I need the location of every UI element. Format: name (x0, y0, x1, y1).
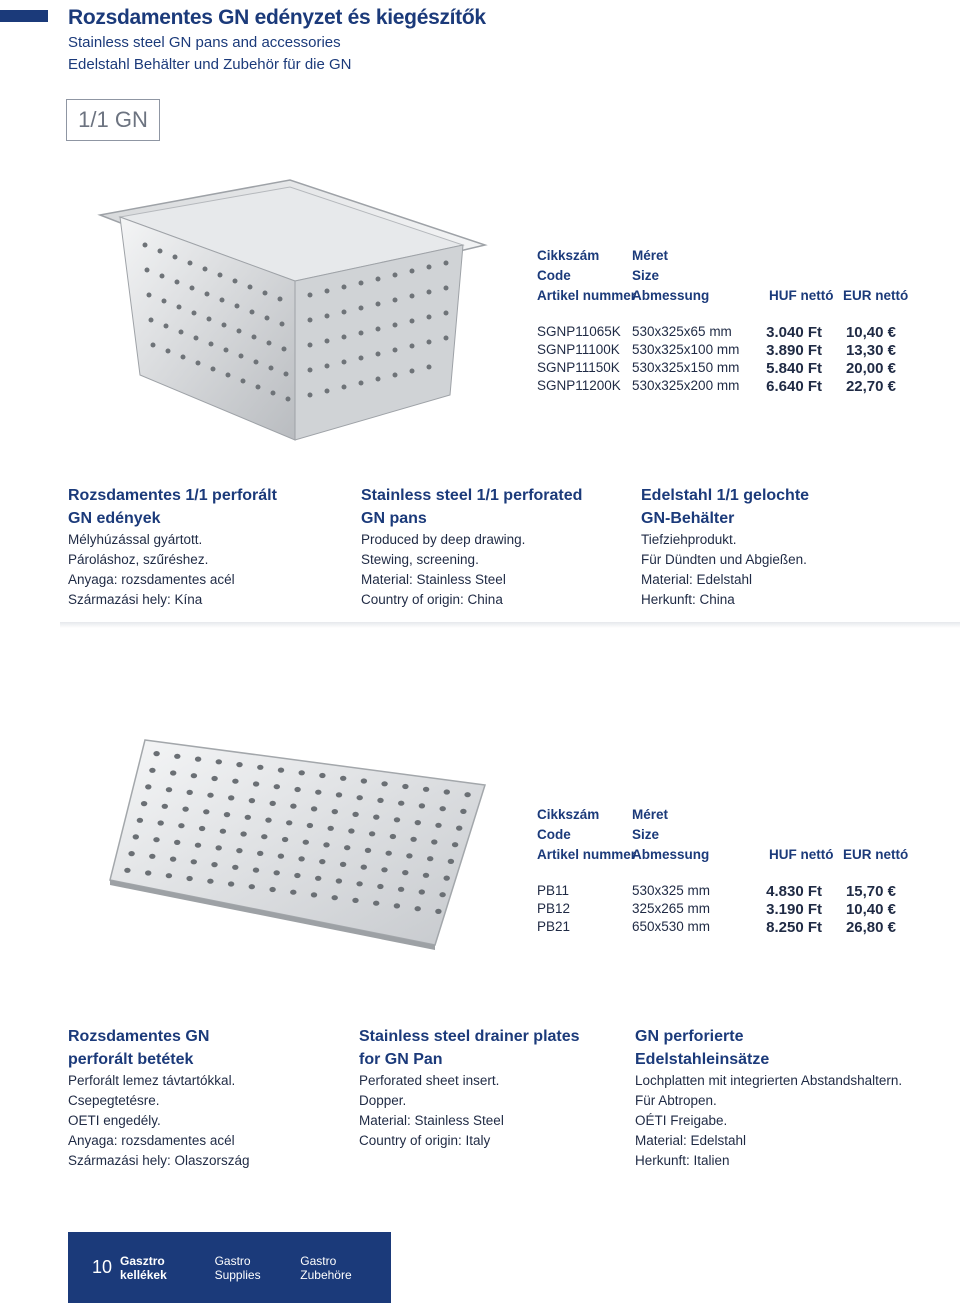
plate-hole (249, 798, 255, 803)
price-huf: 4.830 Ft (766, 883, 822, 900)
plate-hole (145, 870, 151, 875)
plate-hole (153, 751, 159, 756)
plate-hole (286, 820, 292, 825)
drainer-plate-image (105, 730, 500, 950)
plate-hole (419, 889, 425, 894)
product-code: SGNP11150K (537, 360, 620, 375)
plate-hole (298, 856, 304, 861)
plate-hole (187, 790, 193, 795)
price-eur: 26,80 € (845, 919, 896, 936)
plate-hole (253, 868, 259, 873)
plate-hole (232, 865, 238, 870)
plate-hole (328, 826, 334, 831)
description-line: Perforated sheet insert. (359, 1073, 500, 1088)
header-eur: EUR nettó (843, 288, 909, 303)
price-eur: 10,40 € (845, 901, 896, 918)
price-eur: 13,30 € (845, 342, 896, 359)
plate-hole (249, 884, 255, 889)
plate-hole (149, 854, 155, 859)
description-heading: for GN Pan (359, 1051, 443, 1068)
plate-hole (274, 784, 280, 789)
plate-hole (207, 793, 213, 798)
plate-hole (307, 823, 313, 828)
plate-hole (145, 784, 151, 789)
plate-hole (323, 842, 329, 847)
price-huf: 8.250 Ft (766, 919, 822, 936)
description-heading: perforált betétek (68, 1051, 194, 1068)
plate-hole (386, 851, 392, 856)
plate-hole (419, 803, 425, 808)
plate-hole (236, 762, 242, 767)
plate-hole (191, 773, 197, 778)
plate-hole (315, 876, 321, 881)
page-footer (68, 1232, 391, 1303)
page-subtitle-en: Stainless steel GN pans and accessories (68, 34, 341, 51)
gn-size-label: 1/1 GN (66, 99, 160, 141)
header-huf: HUF nettó (769, 847, 834, 862)
plate-hole (228, 881, 234, 886)
description-line: Herkunft: China (641, 592, 735, 607)
plate-hole (158, 820, 164, 825)
plate-hole (377, 798, 383, 803)
plate-hole (294, 873, 300, 878)
price-eur: 20,00 € (845, 360, 896, 377)
plate-hole (357, 795, 363, 800)
price-huf: 5.840 Ft (766, 360, 822, 377)
plate-hole (444, 876, 450, 881)
price-eur: 22,70 € (845, 378, 896, 395)
plate-hole (257, 851, 263, 856)
header-size-en: Size (632, 268, 660, 283)
footer-section-hu: Gasztro kellékek (120, 1253, 167, 1282)
product-size: 530x325x150 mm (632, 360, 740, 375)
description-line: Származási hely: Olaszország (68, 1153, 250, 1168)
plate-hole (162, 804, 168, 809)
table-row (537, 378, 917, 396)
plate-hole (415, 906, 421, 911)
plate-hole (282, 837, 288, 842)
price-huf: 6.640 Ft (766, 378, 822, 395)
product-size: 650x530 mm (632, 919, 711, 934)
product2-description-de (635, 1025, 902, 1171)
plate-hole (431, 839, 437, 844)
plate-hole (365, 848, 371, 853)
plate-hole (440, 806, 446, 811)
description-line: Material: Edelstahl (641, 572, 753, 587)
product-size: 530x325x100 mm (632, 342, 740, 357)
description-heading: Edelstahl 1/1 gelochte (641, 487, 810, 504)
plate-hole (356, 881, 362, 886)
header-code-hu: Cikkszám (537, 248, 600, 263)
product-code: SGNP11200K (537, 378, 621, 393)
plate-hole (270, 801, 276, 806)
header-size-de: Abmessung (632, 847, 710, 862)
plate-hole (361, 778, 367, 783)
plate-hole (182, 807, 188, 812)
description-heading: GN-Behälter (641, 510, 735, 527)
plate-hole (186, 876, 192, 881)
description-line: Für Dündten und Abgießen. (641, 552, 807, 567)
plate-hole (166, 873, 172, 878)
header-size-hu: Méret (632, 248, 669, 263)
header-size-en: Size (632, 827, 660, 842)
plate-hole (344, 845, 350, 850)
plate-hole (332, 895, 338, 900)
plate-hole (406, 853, 412, 858)
description-line: Mélyhúzással gyártott. (68, 532, 203, 547)
plate-hole (460, 809, 466, 814)
plate-hole (191, 859, 197, 864)
header-code-en: Code (537, 268, 571, 283)
plate-hole (240, 831, 246, 836)
page-title: Rozsdamentes GN edényzet és kiegészítők (68, 6, 486, 29)
header-eur: EUR nettó (843, 847, 909, 862)
plate-hole (128, 851, 134, 856)
plate-hole (178, 823, 184, 828)
plate-hole (340, 862, 346, 867)
plate-hole (170, 857, 176, 862)
plate-hole (352, 812, 358, 817)
plate-hole (394, 903, 400, 908)
plate-hole (381, 867, 387, 872)
description-line: Csepegtetésre. (68, 1093, 160, 1108)
plate-hole (439, 892, 445, 897)
product2-description-hu (68, 1025, 250, 1171)
header-code-hu: Cikkszám (537, 807, 600, 822)
header-code-de: Artikel nummer (537, 847, 637, 862)
product-size: 530x325 mm (632, 883, 711, 898)
plate-hole (464, 792, 470, 797)
plate-hole (290, 890, 296, 895)
plate-hole (170, 770, 176, 775)
plate-hole (336, 878, 342, 883)
plate-hole (373, 815, 379, 820)
description-line: Származási hely: Kína (68, 592, 203, 607)
table-row (537, 342, 917, 360)
price-eur: 15,70 € (845, 883, 896, 900)
plate-hole (224, 812, 230, 817)
plate-hole (261, 834, 267, 839)
plate-hole (348, 828, 354, 833)
description-line: Herkunft: Italien (635, 1153, 730, 1168)
plate-hole (174, 840, 180, 845)
description-line: Für Abtropen. (635, 1093, 717, 1108)
plate-hole (166, 787, 172, 792)
plate-hole (390, 834, 396, 839)
product-code: PB12 (537, 901, 571, 916)
plate-hole (435, 823, 441, 828)
description-line: Lochplatten mit integrierten Abstandshaltern. (635, 1073, 903, 1088)
description-line: Produced by deep drawing. (361, 532, 526, 547)
plate-hole (410, 837, 416, 842)
plate-hole (373, 901, 379, 906)
plate-hole (124, 868, 130, 873)
plate-hole (232, 779, 238, 784)
plate-hole (211, 776, 217, 781)
footer-section-en: Gastro Supplies (214, 1253, 261, 1282)
plate-hole (137, 818, 143, 823)
page-subtitle-de: Edelstahl Behälter und Zubehör für die GN (68, 56, 352, 73)
description-line: Dopper. (359, 1093, 407, 1108)
product-code: SGNP11065K (537, 324, 621, 339)
footer-section-de: Gastro Zubehöre (300, 1253, 352, 1282)
description-line: Pároláshoz, szűréshez. (68, 552, 209, 567)
plate-hole (427, 856, 433, 861)
plate-hole (236, 848, 242, 853)
perforated-gn-pan-image (95, 175, 495, 445)
table-row (537, 919, 917, 937)
plate-hole (278, 854, 284, 859)
description-heading: Rozsdamentes GN (68, 1028, 210, 1045)
plate-hole (456, 826, 462, 831)
plate-hole (377, 884, 383, 889)
plate-hole (207, 879, 213, 884)
plate-hole (352, 898, 358, 903)
description-line: OÉTI Freigabe. (635, 1113, 728, 1128)
product-code: SGNP11100K (537, 342, 620, 357)
product-size: 530x325x65 mm (632, 324, 732, 339)
plate-hole (220, 829, 226, 834)
description-line: Perforált lemez távtartókkal. (68, 1073, 236, 1088)
price-huf: 3.190 Ft (766, 901, 822, 918)
header-size-de: Abmessung (632, 288, 710, 303)
price-huf: 3.040 Ft (766, 324, 822, 341)
description-heading: Stainless steel 1/1 perforated (361, 487, 583, 504)
header-accent-bar (0, 10, 48, 22)
description-heading: Rozsdamentes 1/1 perforált (68, 487, 277, 504)
section-divider (60, 622, 960, 628)
plate-hole (402, 784, 408, 789)
plate-hole (203, 809, 209, 814)
plate-hole (452, 842, 458, 847)
plate-hole (278, 768, 284, 773)
plate-hole (448, 859, 454, 864)
description-line: Tiefziehprodukt. (641, 532, 737, 547)
price-huf: 3.890 Ft (766, 342, 822, 359)
header-huf: HUF nettó (769, 288, 834, 303)
plate-hole (415, 820, 421, 825)
plate-hole (228, 795, 234, 800)
description-heading: GN edények (68, 510, 161, 527)
plate-hole (245, 815, 251, 820)
description-heading: GN perforierte (635, 1028, 744, 1045)
header-code-de: Artikel nummer (537, 288, 637, 303)
plate-hole (199, 826, 205, 831)
plate-hole (423, 787, 429, 792)
plate-hole (195, 757, 201, 762)
plate-hole (319, 773, 325, 778)
page-number: 10 (92, 1257, 113, 1277)
plate-hole (315, 790, 321, 795)
plate-hole (369, 831, 375, 836)
plate-hole (299, 770, 305, 775)
description-line: Material: Stainless Steel (359, 1113, 504, 1128)
plate-hole (398, 887, 404, 892)
description-line: Material: Stainless Steel (361, 572, 506, 587)
table-row (537, 883, 917, 901)
plate-hole (195, 843, 201, 848)
plate-hole (290, 804, 296, 809)
plate-hole (294, 787, 300, 792)
plate-hole (381, 781, 387, 786)
plate-hole (141, 801, 147, 806)
plate-hole (216, 845, 222, 850)
plate-hole (319, 859, 325, 864)
description-line: Material: Edelstahl (635, 1133, 747, 1148)
description-line: Stewing, screening. (361, 552, 479, 567)
plate-hole (153, 837, 159, 842)
plate-hole (274, 870, 280, 875)
header-size-hu: Méret (632, 807, 669, 822)
plate-hole (444, 789, 450, 794)
product-size: 325x265 mm (632, 901, 711, 916)
header-code-en: Code (537, 827, 571, 842)
plate-hole (216, 759, 222, 764)
plate-hole (311, 806, 317, 811)
plate-hole (253, 781, 259, 786)
plate-hole (265, 818, 271, 823)
description-line: OETI engedély. (68, 1113, 161, 1128)
product-size: 530x325x200 mm (632, 378, 740, 393)
plate-hole (423, 873, 429, 878)
product-code: PB11 (537, 883, 570, 898)
description-heading: GN pans (361, 510, 427, 527)
plate-hole (174, 754, 180, 759)
plate-hole (402, 870, 408, 875)
product1-description-hu (68, 484, 277, 610)
table-row (537, 360, 917, 378)
plate-hole (149, 768, 155, 773)
plate-hole (303, 840, 309, 845)
description-line: Anyaga: rozsdamentes acél (68, 572, 235, 587)
description-line: Country of origin: Italy (359, 1133, 491, 1148)
plate-hole (332, 809, 338, 814)
product1-description-en (361, 484, 582, 610)
product2-description-en (359, 1025, 580, 1151)
plate-hole (133, 834, 139, 839)
description-line: Anyaga: rozsdamentes acél (68, 1133, 235, 1148)
plate-hole (340, 776, 346, 781)
description-heading: Stainless steel drainer plates (359, 1028, 580, 1045)
plate-hole (361, 865, 367, 870)
table-row (537, 324, 917, 342)
description-line: Country of origin: China (361, 592, 503, 607)
product-code: PB21 (537, 919, 571, 934)
description-heading: Edelstahleinsätze (635, 1051, 770, 1068)
plate-hole (398, 801, 404, 806)
plate-hole (394, 817, 400, 822)
plate-hole (269, 887, 275, 892)
plate-hole (336, 792, 342, 797)
product1-description-de (641, 484, 809, 610)
table-row (537, 901, 917, 919)
plate-hole (435, 909, 441, 914)
plate-hole (257, 765, 263, 770)
plate-hole (311, 892, 317, 897)
plate-hole (211, 862, 217, 867)
price-eur: 10,40 € (845, 324, 896, 341)
